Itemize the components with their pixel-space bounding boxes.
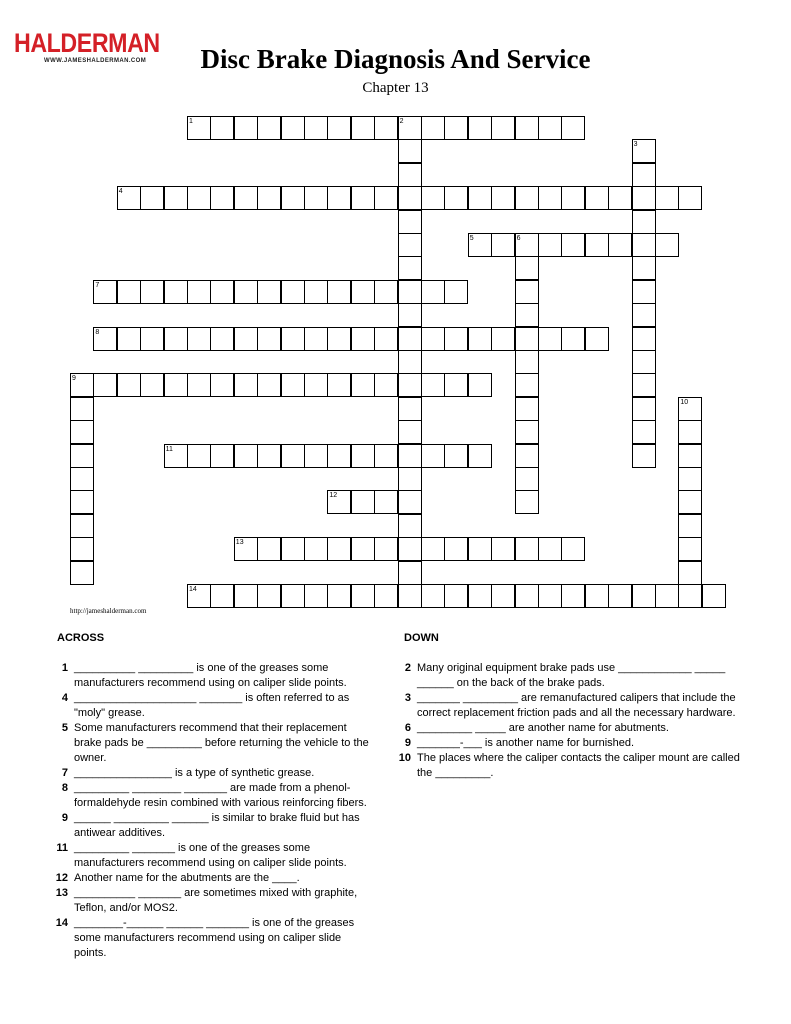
- crossword-cell[interactable]: [281, 116, 305, 140]
- crossword-cell[interactable]: [444, 186, 468, 210]
- crossword-cell[interactable]: [187, 280, 211, 304]
- across-clue: [55, 691, 375, 721]
- crossword-cell[interactable]: [327, 280, 351, 304]
- clue-number-label: 8: [95, 328, 100, 336]
- crossword-cell[interactable]: [398, 537, 422, 561]
- crossword-cell[interactable]: [398, 467, 422, 491]
- crossword-cell[interactable]: [561, 186, 585, 210]
- crossword-cell[interactable]: [304, 537, 328, 561]
- across-clue: [55, 811, 375, 841]
- crossword-cell[interactable]: [281, 444, 305, 468]
- clue-number-label: 4: [118, 188, 123, 196]
- crossword-cell[interactable]: [515, 467, 539, 491]
- crossword-cell[interactable]: [398, 163, 422, 187]
- crossword-cell[interactable]: [304, 116, 328, 140]
- crossword-cell[interactable]: [444, 373, 468, 397]
- crossword-cell[interactable]: [210, 280, 234, 304]
- crossword-cell[interactable]: [398, 186, 422, 210]
- clue-text: _______ _________ are remanufactured calipers that include the correct replacement friction pads and all the necessary hardware.: [417, 692, 736, 719]
- crossword-cell[interactable]: [398, 420, 422, 444]
- across-clue: [55, 841, 375, 871]
- crossword-cell[interactable]: [608, 233, 632, 257]
- crossword-cell[interactable]: [140, 186, 164, 210]
- crossword-cell[interactable]: [281, 373, 305, 397]
- clue-number: 11: [56, 842, 68, 854]
- crossword-cell[interactable]: [398, 280, 422, 304]
- crossword-cell[interactable]: [585, 584, 609, 608]
- clue-number-label: 6: [516, 235, 521, 242]
- crossword-cell[interactable]: [468, 116, 492, 140]
- crossword-cell[interactable]: [398, 303, 422, 327]
- clue-number-label: 13: [235, 539, 244, 547]
- crossword-cell[interactable]: [538, 116, 562, 140]
- crossword-cell[interactable]: [70, 467, 94, 491]
- crossword-cell[interactable]: [421, 116, 445, 140]
- crossword-cell[interactable]: [538, 327, 562, 351]
- crossword-cell[interactable]: [351, 584, 375, 608]
- crossword-cell[interactable]: [655, 233, 679, 257]
- crossword-cell[interactable]: [632, 327, 656, 351]
- crossword-cell[interactable]: [421, 537, 445, 561]
- crossword-cell[interactable]: [491, 116, 515, 140]
- clue-text: ____________________ _______ is often referred to as "moly" grease.: [74, 692, 350, 719]
- down-clue: [398, 721, 743, 736]
- crossword-cell[interactable]: [702, 584, 726, 608]
- crossword-cell[interactable]: [421, 280, 445, 304]
- crossword-cell[interactable]: [234, 327, 258, 351]
- crossword-cell[interactable]: [515, 350, 539, 374]
- crossword-cell[interactable]: [257, 280, 281, 304]
- clue-text: __________ _________ is one of the greases some manufacturers recommend using on caliper slide points.: [74, 662, 347, 689]
- crossword-cell[interactable]: [678, 537, 702, 561]
- clue-number: 12: [55, 872, 68, 884]
- down-clue-list: [398, 661, 743, 781]
- crossword-cell[interactable]: [421, 186, 445, 210]
- crossword-cell[interactable]: [70, 420, 94, 444]
- crossword-cell[interactable]: [632, 303, 656, 327]
- clue-number-label: 11: [165, 445, 173, 453]
- across-clue: [55, 781, 375, 811]
- crossword-cell[interactable]: [374, 490, 398, 514]
- clue-number-label: 7: [95, 281, 100, 289]
- crossword-cell[interactable]: [304, 444, 328, 468]
- crossword-cell[interactable]: [491, 186, 515, 210]
- crossword-cell[interactable]: [257, 186, 281, 210]
- crossword-cell[interactable]: [655, 584, 679, 608]
- crossword-cell[interactable]: [117, 327, 141, 351]
- crossword-cell[interactable]: [491, 327, 515, 351]
- clue-number-label: 1: [189, 118, 193, 125]
- crossword-cell[interactable]: [421, 327, 445, 351]
- crossword-cell[interactable]: [491, 584, 515, 608]
- clue-text: ________-______ ______ _______ is one of the greases some manufacturers recommend using on caliper slide points.: [74, 917, 355, 959]
- crossword-cell[interactable]: [468, 537, 492, 561]
- crossword-cell[interactable]: [632, 186, 656, 210]
- clue-number-label: 3: [633, 141, 638, 149]
- crossword-cell[interactable]: [515, 116, 539, 140]
- crossword-cell[interactable]: [234, 186, 258, 210]
- crossword-cell[interactable]: [468, 444, 492, 468]
- crossword-cell[interactable]: [327, 116, 351, 140]
- crossword-cell[interactable]: [374, 373, 398, 397]
- crossword-cell[interactable]: [561, 327, 585, 351]
- crossword-cell[interactable]: [632, 210, 656, 234]
- crossword-cell[interactable]: [561, 233, 585, 257]
- crossword-cell[interactable]: [351, 373, 375, 397]
- crossword-cell[interactable]: [468, 584, 492, 608]
- crossword-cell[interactable]: [398, 490, 422, 514]
- crossword-cell[interactable]: [304, 186, 328, 210]
- crossword-cell[interactable]: [164, 186, 188, 210]
- crossword-cell[interactable]: [187, 373, 211, 397]
- crossword-cell[interactable]: [515, 397, 539, 421]
- crossword-cell[interactable]: [515, 327, 539, 351]
- crossword-cell[interactable]: [678, 420, 702, 444]
- crossword-cell[interactable]: [515, 256, 539, 280]
- clue-text: The places where the caliper contacts the caliper mount are called the _________.: [417, 752, 740, 779]
- crossword-cell[interactable]: [398, 397, 422, 421]
- crossword-cell[interactable]: [351, 537, 375, 561]
- crossword-cell[interactable]: [398, 256, 422, 280]
- crossword-cell[interactable]: [444, 116, 468, 140]
- crossword-cell[interactable]: [515, 280, 539, 304]
- logo-wordmark: HALDERMAN: [14, 28, 160, 58]
- crossword-cell[interactable]: [678, 186, 702, 210]
- crossword-cell[interactable]: [351, 116, 375, 140]
- clue-text: _________ _______ is one of the greases some manufacturers recommend using on caliper slide points.: [74, 842, 347, 869]
- clue-text: _________ _____ are another name for abutments.: [417, 722, 669, 734]
- crossword-cell[interactable]: [444, 280, 468, 304]
- crossword-cell[interactable]: [632, 584, 656, 608]
- down-clue: [398, 751, 743, 781]
- crossword-cell[interactable]: [281, 186, 305, 210]
- crossword-cell[interactable]: [257, 116, 281, 140]
- crossword-cell[interactable]: [327, 537, 351, 561]
- across-clue: [55, 766, 375, 781]
- crossword-cell[interactable]: [491, 537, 515, 561]
- crossword-cell[interactable]: [585, 327, 609, 351]
- crossword-cell[interactable]: [210, 116, 234, 140]
- crossword-cell[interactable]: [351, 490, 375, 514]
- crossword-cell[interactable]: [444, 537, 468, 561]
- clue-text: _______-___ is another name for burnished.: [417, 737, 635, 749]
- clue-number-label: 14: [189, 586, 197, 593]
- crossword-cell[interactable]: [234, 280, 258, 304]
- clue-number: 13: [55, 887, 68, 899]
- clue-number: 6: [404, 722, 411, 734]
- crossword-cell[interactable]: [491, 233, 515, 257]
- crossword-cell[interactable]: [164, 327, 188, 351]
- crossword-cell[interactable]: [281, 280, 305, 304]
- across-clue: [55, 916, 375, 961]
- crossword-cell[interactable]: [538, 584, 562, 608]
- crossword-cell[interactable]: [655, 186, 679, 210]
- crossword-cell[interactable]: [164, 373, 188, 397]
- crossword-cell[interactable]: [515, 490, 539, 514]
- crossword-cell[interactable]: [515, 186, 539, 210]
- crossword-cell[interactable]: [140, 327, 164, 351]
- crossword-cell[interactable]: [234, 373, 258, 397]
- across-clue: [55, 886, 375, 916]
- crossword-cell[interactable]: [234, 116, 258, 140]
- crossword-cell[interactable]: [632, 444, 656, 468]
- clue-number: 10: [398, 752, 411, 764]
- across-clue: [55, 871, 375, 886]
- crossword-cell[interactable]: [444, 584, 468, 608]
- crossword-cell[interactable]: [304, 280, 328, 304]
- crossword-cell[interactable]: [93, 373, 117, 397]
- crossword-cell[interactable]: [398, 561, 422, 585]
- crossword-cell[interactable]: [374, 327, 398, 351]
- crossword-cell[interactable]: [257, 327, 281, 351]
- crossword-cell[interactable]: [538, 537, 562, 561]
- crossword-cell[interactable]: [632, 373, 656, 397]
- page-subtitle: Chapter 13: [362, 80, 429, 96]
- crossword-cell[interactable]: [70, 490, 94, 514]
- clue-number-label: 2: [399, 118, 404, 125]
- clue-number-label: 9: [72, 375, 76, 383]
- crossword-cell[interactable]: [632, 350, 656, 374]
- across-heading: ACROSS: [57, 632, 105, 644]
- crossword-cell[interactable]: [351, 327, 375, 351]
- crossword-cell[interactable]: [374, 537, 398, 561]
- crossword-cell[interactable]: [585, 186, 609, 210]
- crossword-cell[interactable]: [234, 584, 258, 608]
- clue-number: 14: [55, 917, 68, 929]
- crossword-cell[interactable]: [351, 444, 375, 468]
- crossword-cell[interactable]: [304, 327, 328, 351]
- crossword-cell[interactable]: [187, 444, 211, 468]
- page-title: Disc Brake Diagnosis And Service: [200, 44, 591, 74]
- clue-number: 2: [404, 662, 411, 674]
- crossword-cell[interactable]: [538, 186, 562, 210]
- crossword-cell[interactable]: [281, 327, 305, 351]
- crossword-cell[interactable]: [632, 420, 656, 444]
- crossword-cell[interactable]: [70, 514, 94, 538]
- crossword-cell[interactable]: [327, 186, 351, 210]
- crossword-cell[interactable]: [538, 233, 562, 257]
- clue-text: Some manufacturers recommend that their replacement brake pads be _________ before returning the vehicle to the owner.: [74, 722, 369, 764]
- crossword-cell[interactable]: [678, 490, 702, 514]
- crossword-cell[interactable]: [351, 186, 375, 210]
- crossword-cell[interactable]: [281, 537, 305, 561]
- clue-text: ______ _________ ______ is similar to brake fluid but has antiwear additives.: [74, 812, 360, 839]
- crossword-cell[interactable]: [398, 210, 422, 234]
- crossword-cell[interactable]: [234, 444, 258, 468]
- crossword-cell[interactable]: [421, 444, 445, 468]
- crossword-cell[interactable]: [678, 561, 702, 585]
- crossword-cell[interactable]: [608, 584, 632, 608]
- clue-number: 4: [61, 692, 68, 704]
- crossword-cell[interactable]: [468, 186, 492, 210]
- crossword-cell[interactable]: [421, 373, 445, 397]
- crossword-cell[interactable]: [515, 537, 539, 561]
- clue-number-label: 12: [329, 492, 338, 500]
- crossword-cell[interactable]: [210, 327, 234, 351]
- crossword-cell[interactable]: [117, 280, 141, 304]
- crossword-cell[interactable]: [398, 139, 422, 163]
- crossword-cell[interactable]: [327, 584, 351, 608]
- crossword-cell[interactable]: [515, 584, 539, 608]
- across-clue-list: [55, 661, 375, 961]
- clue-number: 9: [61, 812, 68, 824]
- crossword-cell[interactable]: [374, 186, 398, 210]
- clue-number-label: 5: [469, 235, 474, 242]
- crossword-cell[interactable]: [585, 233, 609, 257]
- logo-url: WWW.JAMESHALDERMAN.COM: [44, 58, 147, 64]
- down-clue: [398, 736, 743, 751]
- crossword-cell[interactable]: [398, 584, 422, 608]
- crossword-cell[interactable]: [398, 514, 422, 538]
- clue-text: Many original equipment brake pads use ____________ _____ ______ on the back of the brake pads.: [417, 662, 726, 689]
- crossword-cell[interactable]: [70, 561, 94, 585]
- crossword-cell[interactable]: [632, 256, 656, 280]
- crossword-cell[interactable]: [210, 186, 234, 210]
- crossword-cell[interactable]: [561, 116, 585, 140]
- crossword-cell[interactable]: [632, 280, 656, 304]
- crossword-cell[interactable]: [678, 467, 702, 491]
- crossword-cell[interactable]: [210, 444, 234, 468]
- crossword-cell[interactable]: [257, 584, 281, 608]
- across-clue: [55, 721, 375, 766]
- crossword-cell[interactable]: [561, 584, 585, 608]
- crossword-cell[interactable]: [281, 584, 305, 608]
- crossword-cell[interactable]: [187, 186, 211, 210]
- crossword-cell[interactable]: [515, 303, 539, 327]
- clue-text: _________ ________ _______ are made from a phenol-formaldehyde resin combined with various reinforcing fibers.: [74, 782, 367, 809]
- crossword-cell[interactable]: [398, 350, 422, 374]
- crossword-cell[interactable]: [164, 280, 188, 304]
- crossword-cell[interactable]: [632, 397, 656, 421]
- crossword-cell[interactable]: [210, 584, 234, 608]
- crossword-cell[interactable]: [398, 444, 422, 468]
- crossword-cell[interactable]: [398, 373, 422, 397]
- crossword-cell[interactable]: [398, 327, 422, 351]
- crossword-cell[interactable]: [444, 444, 468, 468]
- crossword-cell[interactable]: [140, 373, 164, 397]
- clue-number: 5: [61, 722, 68, 734]
- clue-text: Another name for the abutments are the ____.: [74, 872, 300, 884]
- down-clue: [398, 661, 743, 691]
- site-url: http://jameshalderman.com: [70, 607, 147, 615]
- crossword-cell[interactable]: [561, 537, 585, 561]
- crossword-cell[interactable]: [444, 327, 468, 351]
- crossword-cell[interactable]: [304, 373, 328, 397]
- crossword-cell[interactable]: [327, 444, 351, 468]
- clue-text: __________ _______ are sometimes mixed with graphite, Teflon, and/or MOS2.: [74, 887, 358, 914]
- crossword-cell[interactable]: [210, 373, 234, 397]
- crossword-cell[interactable]: [374, 444, 398, 468]
- crossword-cell[interactable]: [257, 444, 281, 468]
- crossword-cell[interactable]: [374, 116, 398, 140]
- crossword-cell[interactable]: [678, 444, 702, 468]
- crossword-cell[interactable]: [632, 163, 656, 187]
- crossword-cell[interactable]: [608, 186, 632, 210]
- down-heading: DOWN: [404, 632, 439, 644]
- clue-number: 7: [61, 767, 68, 779]
- crossword-cell[interactable]: [515, 444, 539, 468]
- crossword-cell[interactable]: [515, 373, 539, 397]
- crossword-cell[interactable]: [374, 280, 398, 304]
- clue-number: 8: [61, 782, 68, 794]
- crossword-cell[interactable]: [468, 373, 492, 397]
- crossword-cell[interactable]: [187, 327, 211, 351]
- clue-number: 1: [61, 662, 68, 674]
- crossword-cell[interactable]: [678, 514, 702, 538]
- crossword-cell[interactable]: [327, 373, 351, 397]
- crossword-cell[interactable]: [257, 373, 281, 397]
- crossword-cell[interactable]: [327, 327, 351, 351]
- crossword-cell[interactable]: [515, 420, 539, 444]
- crossword-cell[interactable]: [374, 584, 398, 608]
- crossword-cell[interactable]: [678, 584, 702, 608]
- crossword-cell[interactable]: [117, 373, 141, 397]
- clue-number: 3: [404, 692, 411, 704]
- clue-number-label: 10: [680, 398, 689, 406]
- crossword-cell[interactable]: [468, 327, 492, 351]
- clue-text: ________________ is a type of synthetic grease.: [74, 767, 315, 779]
- crossword-cell[interactable]: [421, 584, 445, 608]
- crossword-cell[interactable]: [70, 397, 94, 421]
- clue-number: 9: [404, 737, 411, 749]
- crossword-cell[interactable]: [304, 584, 328, 608]
- crossword-cell[interactable]: [257, 537, 281, 561]
- crossword-cell[interactable]: [398, 233, 422, 257]
- across-clue: [55, 661, 375, 691]
- crossword-cell[interactable]: [70, 444, 94, 468]
- crossword-cell[interactable]: [351, 280, 375, 304]
- crossword-cell[interactable]: [140, 280, 164, 304]
- crossword-cell[interactable]: [632, 233, 656, 257]
- crossword-cell[interactable]: [70, 537, 94, 561]
- down-clue: [398, 691, 743, 721]
